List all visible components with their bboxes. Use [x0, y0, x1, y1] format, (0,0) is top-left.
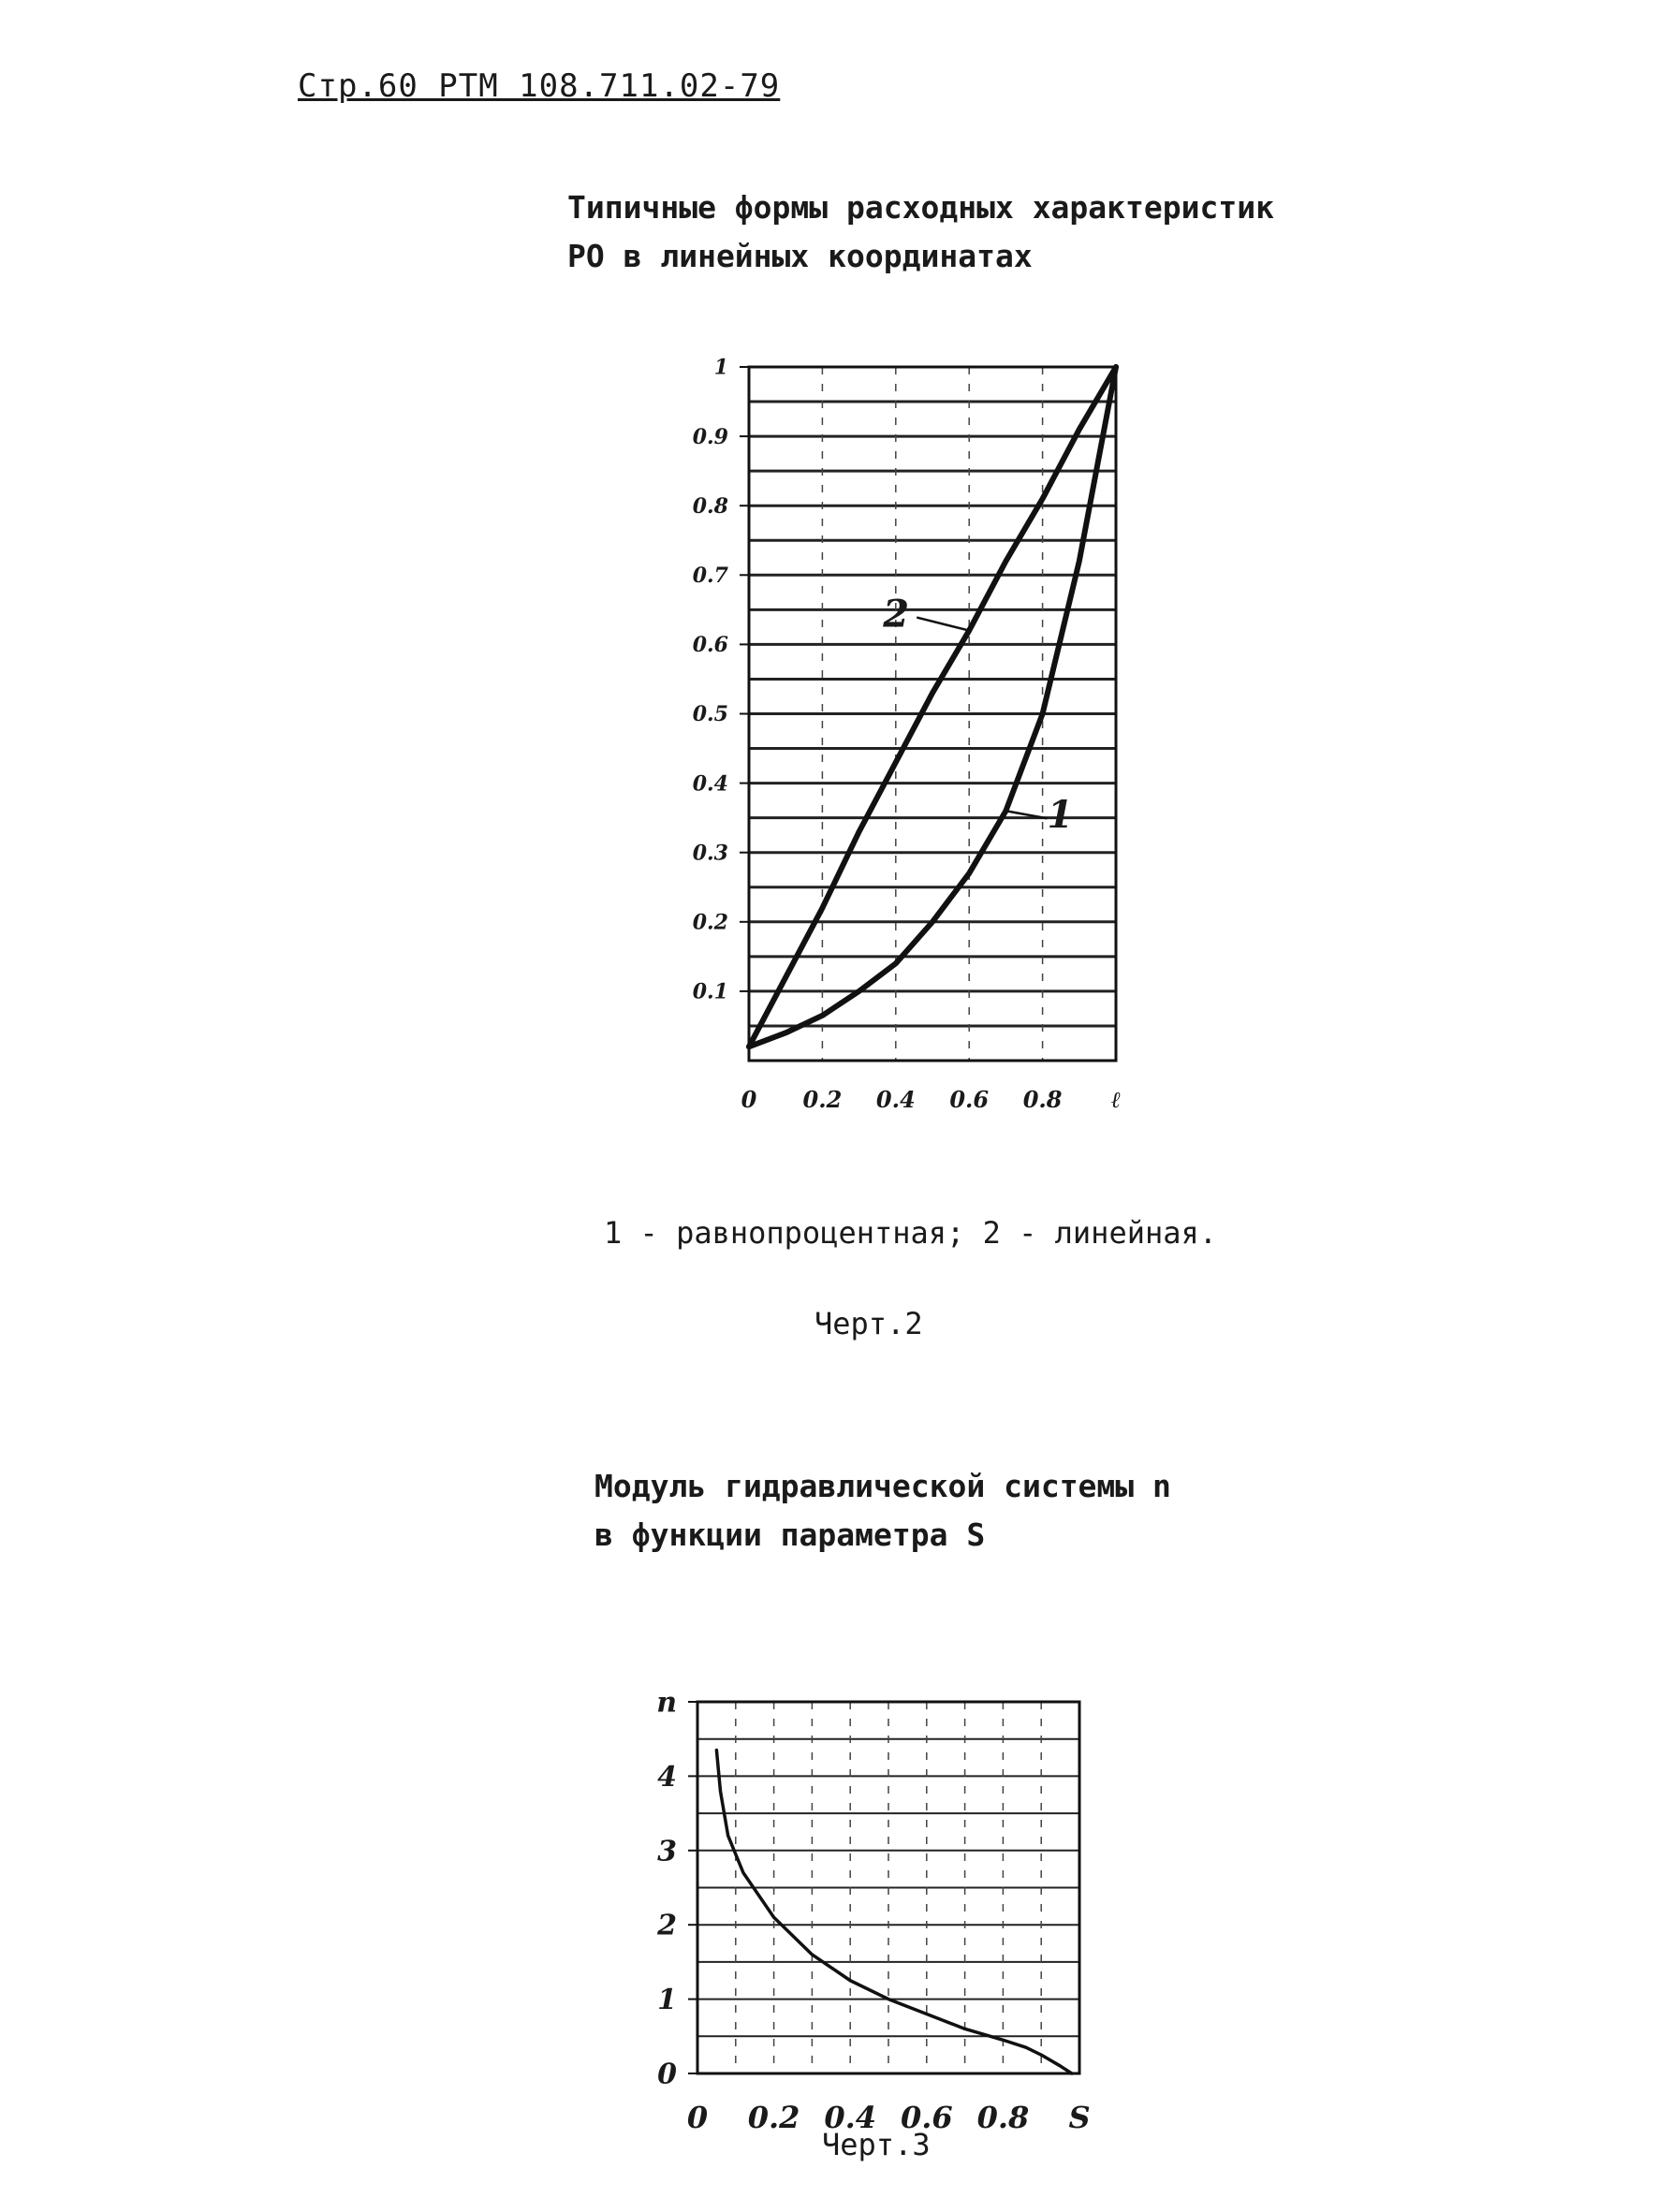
- x-tick-label: 0.8: [1022, 1086, 1063, 1113]
- figure2-caption: Черт.2: [814, 1306, 923, 1341]
- page-header: Стр.60 РТМ 108.711.02-79: [298, 67, 781, 105]
- x-tick-label: 0.4: [875, 1086, 916, 1113]
- x-tick-label: 0.2: [802, 1086, 843, 1113]
- y-tick-label: 0.2: [692, 910, 728, 935]
- figure3-title-line2: в функции параметра S: [594, 1516, 986, 1553]
- y-tick-label: 4: [657, 1760, 677, 1794]
- y-tick-label: 1: [713, 355, 728, 380]
- x-tick-label: 0.2: [747, 2100, 800, 2135]
- x-tick-label: 0: [686, 2100, 709, 2135]
- y-tick-label: 0.4: [692, 771, 728, 797]
- figure2-title-line1: Типичные формы расходных характеристик: [567, 189, 1274, 226]
- x-tick-label: S: [1068, 2100, 1091, 2135]
- x-tick-label: ℓ: [1110, 1086, 1122, 1113]
- x-tick-label: 0.6: [900, 2100, 953, 2135]
- figure2-title-line2: РО в линейных координатах: [567, 238, 1033, 274]
- series-leader: [917, 618, 969, 631]
- figure3-caption: Черт.3: [822, 2127, 931, 2162]
- x-tick-label: 0.4: [824, 2100, 877, 2135]
- y-tick-label: n: [656, 1686, 677, 1720]
- y-tick-label: 1: [657, 1984, 677, 2017]
- y-tick-label: 0.7: [692, 564, 728, 588]
- y-tick-label: 0.3: [692, 841, 728, 866]
- y-tick-label: 0.9: [692, 424, 728, 449]
- y-tick-label: 0.6: [692, 633, 728, 658]
- x-tick-label: 0.8: [976, 2100, 1030, 2135]
- y-tick-label: 0.1: [692, 979, 728, 1004]
- series-line-2: [749, 367, 1116, 1047]
- y-tick-label: 3: [657, 1835, 677, 1868]
- y-tick-label: 0: [657, 2058, 677, 2091]
- y-tick-label: 2: [657, 1909, 677, 1942]
- figure3-title-line1: Модуль гидравлической системы n: [594, 1468, 1171, 1504]
- y-tick-label: 0.8: [692, 493, 728, 519]
- series-label: 1: [1047, 793, 1074, 838]
- series-line-1: [716, 1751, 1071, 2073]
- x-tick-label: 0: [741, 1086, 757, 1113]
- x-tick-label: 0.6: [949, 1086, 990, 1113]
- figure2-legend: 1 - равнопроцентная; 2 - линейная.: [604, 1215, 1218, 1251]
- series-label: 2: [883, 592, 910, 637]
- y-tick-label: 0.5: [692, 702, 728, 727]
